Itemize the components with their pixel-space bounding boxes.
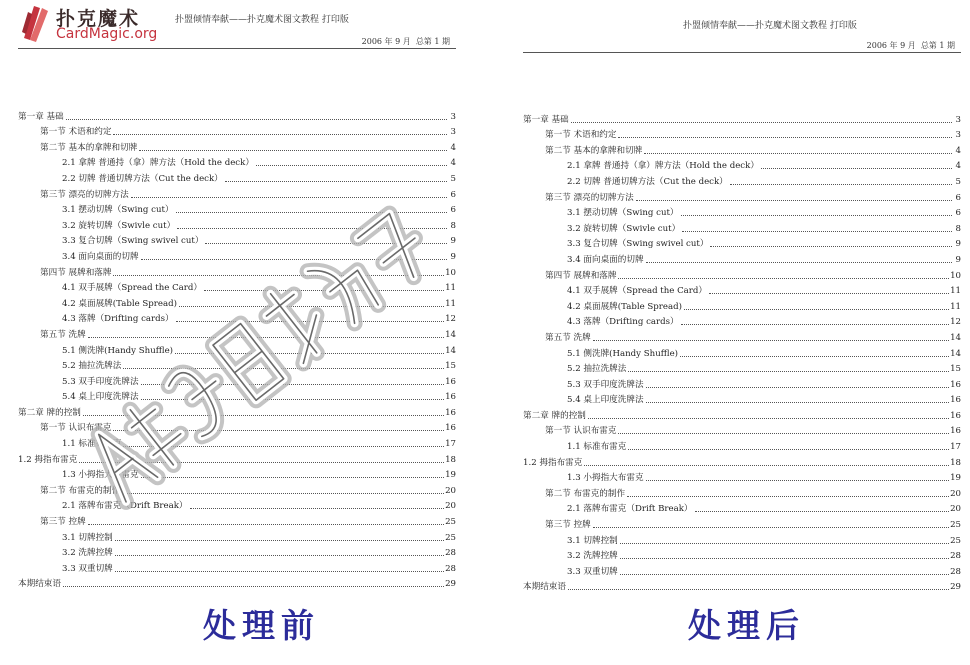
toc-leader-dots — [646, 262, 952, 263]
header-title-prefix: 扑盟倾情奉献—— — [683, 21, 756, 31]
toc-leader-dots — [684, 309, 949, 310]
toc-entry — [523, 561, 961, 577]
toc-entry-title: 5.4 桌上印度洗牌法 — [567, 395, 644, 406]
toc-entry-page: 9 — [450, 236, 456, 247]
toc-entry-page: 8 — [955, 223, 961, 234]
toc-leader-dots — [63, 586, 444, 587]
toc-leader-dots — [681, 215, 952, 216]
header-date — [867, 40, 955, 51]
toc-entry — [523, 249, 961, 265]
toc-leader-dots — [141, 259, 447, 260]
toc-entry — [523, 218, 961, 234]
toc-leader-dots — [646, 387, 950, 388]
toc-leader-dots — [190, 508, 445, 509]
header-title-prefix: 扑盟倾情奉献—— — [175, 15, 248, 25]
toc-entry — [18, 324, 456, 340]
toc-entry — [523, 436, 961, 452]
toc-entry-title: 第二章 牌的控制 — [523, 410, 586, 421]
toc-entry — [523, 296, 961, 312]
toc-leader-dots — [88, 524, 444, 525]
toc-leader-dots — [628, 371, 949, 372]
toc-entry-title: 1.2 拇指布雷克 — [18, 454, 78, 465]
toc-entry-page: 20 — [950, 488, 961, 499]
toc-entry-page: 28 — [445, 563, 456, 574]
toc-leader-dots — [79, 462, 444, 463]
toc-entry-title: 3.2 洗牌控牌 — [567, 551, 618, 562]
header-issue: 总第 1 期 — [920, 41, 955, 50]
toc-entry-title: 2.1 落牌布雷克（Drift Break） — [62, 501, 188, 512]
toc-entry — [18, 278, 456, 294]
toc-entry — [18, 262, 456, 278]
toc-entry-title: 1.2 拇指布雷克 — [523, 457, 583, 468]
toc-leader-dots — [141, 384, 445, 385]
toc-entry-page: 16 — [950, 410, 961, 421]
toc-entry-title: 4.2 桌面展牌(Table Spread) — [567, 301, 682, 312]
toc-entry-page: 19 — [445, 470, 456, 481]
toc-leader-dots — [761, 168, 952, 169]
toc-leader-dots — [66, 119, 447, 120]
toc-entry — [18, 200, 456, 216]
toc-entry-title: 3.3 复合切牌（Swing swivel cut） — [567, 239, 709, 250]
toc-entry — [18, 371, 456, 387]
toc-entry — [18, 153, 456, 169]
toc-leader-dots — [115, 540, 444, 541]
toc-leader-dots — [225, 181, 447, 182]
header-date-text: 2006 年 9 月 — [866, 41, 916, 50]
toc-entry — [18, 527, 456, 543]
toc-entry-title: 3.3 双重切牌 — [62, 563, 113, 574]
toc-leader-dots — [123, 446, 444, 447]
toc-entry — [523, 514, 961, 530]
toc-leader-dots — [730, 184, 952, 185]
toc-entry — [523, 125, 961, 141]
toc-entry-page: 14 — [445, 329, 456, 340]
toc-leader-dots — [568, 589, 949, 590]
toc-entry-page: 11 — [950, 301, 961, 312]
toc-entry-title: 3.1 切牌控制 — [567, 535, 618, 546]
toc-leader-dots — [627, 496, 949, 497]
page-before — [18, 0, 456, 595]
toc-entry — [18, 168, 456, 184]
toc-leader-dots — [618, 137, 952, 138]
toc-entry-page: 15 — [950, 364, 961, 375]
toc-leader-dots — [115, 571, 444, 572]
header-rule — [18, 48, 456, 49]
toc-leader-dots — [256, 165, 447, 166]
toc-entry-title: 第一节 认识布雷克 — [545, 426, 617, 437]
toc-entry-title: 第一节 认识布雷克 — [40, 423, 112, 434]
card-fan-icon — [20, 2, 54, 42]
toc-entry — [18, 340, 456, 356]
toc-entry-page: 8 — [450, 220, 456, 231]
toc-entry-title: 第一章 基础 — [18, 111, 64, 122]
toc-entry-page: 25 — [445, 532, 456, 543]
toc-entry-page: 20 — [950, 504, 961, 515]
toc-entry-page: 6 — [955, 208, 961, 219]
toc-entry-title: 4.2 桌面展牌(Table Spread) — [62, 298, 177, 309]
toc-entry-page: 3 — [450, 111, 456, 122]
toc-entry-page: 16 — [445, 376, 456, 387]
toc-entry-title: 第三节 漂亮的切牌方法 — [545, 192, 634, 203]
toc-entry-title: 2.2 切牌 普通切牌方法（Cut the deck） — [62, 173, 223, 184]
toc-entry — [523, 171, 961, 187]
toc-entry-title: 第一节 术语和约定 — [40, 127, 112, 138]
header-title — [683, 18, 857, 31]
toc-entry-title: 3.1 摆动切牌（Swing cut） — [567, 208, 679, 219]
toc-entry-page: 12 — [950, 317, 961, 328]
toc-entry — [18, 246, 456, 262]
toc-entry — [18, 480, 456, 496]
toc-leader-dots — [83, 415, 444, 416]
table-of-contents — [18, 106, 456, 589]
toc-entry-title: 5.1 侧洗牌(Handy Shuffle) — [62, 345, 174, 356]
toc-leader-dots — [681, 324, 949, 325]
toc-entry-title: 5.1 侧洗牌(Handy Shuffle) — [567, 348, 679, 359]
toc-entry-title: 第一节 术语和约定 — [545, 130, 617, 141]
toc-entry-page: 3 — [450, 127, 456, 138]
toc-entry-title: 第四节 展牌和落牌 — [40, 267, 112, 278]
toc-leader-dots — [644, 153, 952, 154]
toc-entry — [523, 343, 961, 359]
toc-entry-page: 9 — [955, 254, 961, 265]
toc-entry-page: 12 — [445, 314, 456, 325]
toc-entry-title: 5.2 抽拉洗牌法 — [62, 361, 122, 372]
toc-entry-title: 3.3 复合切牌（Swing swivel cut） — [62, 236, 204, 247]
toc-entry — [18, 215, 456, 231]
toc-entry — [523, 359, 961, 375]
toc-leader-dots — [141, 399, 445, 400]
table-of-contents — [523, 109, 961, 592]
header-title-main: 扑克魔术图文教程 打印版 — [247, 15, 349, 25]
toc-entry — [18, 418, 456, 434]
toc-entry-title: 3.2 旋转切牌（Swivle cut） — [567, 223, 681, 234]
toc-entry — [18, 231, 456, 247]
toc-entry-page: 20 — [445, 501, 456, 512]
toc-leader-dots — [682, 231, 952, 232]
toc-leader-dots — [618, 278, 949, 279]
page-header — [18, 0, 456, 60]
toc-leader-dots — [620, 558, 949, 559]
toc-entry-page: 18 — [950, 457, 961, 468]
toc-entry-page: 6 — [450, 189, 456, 200]
toc-entry — [18, 496, 456, 512]
toc-entry-page: 10 — [950, 270, 961, 281]
toc-entry — [523, 109, 961, 125]
toc-entry — [18, 574, 456, 590]
toc-entry — [18, 293, 456, 309]
toc-entry-title: 5.3 双手印度洗牌法 — [567, 379, 644, 390]
toc-entry-title: 4.3 落牌（Drifting cards） — [567, 317, 679, 328]
toc-entry — [523, 203, 961, 219]
toc-entry-page: 14 — [445, 345, 456, 356]
toc-entry-title: 第二节 基本的拿牌和切牌 — [40, 142, 138, 153]
toc-entry-title: 第二章 牌的控制 — [18, 407, 81, 418]
toc-entry-title: 2.1 拿牌 普通持（拿）牌方法（Hold the deck） — [62, 158, 254, 169]
toc-entry — [18, 309, 456, 325]
toc-entry-title: 3.2 洗牌控牌 — [62, 548, 113, 559]
logo-english-text: CardMagic.org — [56, 26, 158, 42]
toc-entry-page: 18 — [445, 454, 456, 465]
toc-leader-dots — [88, 337, 444, 338]
toc-entry — [523, 577, 961, 593]
header-title-main: 扑克魔术图文教程 打印版 — [755, 21, 857, 31]
toc-leader-dots — [618, 433, 949, 434]
toc-entry-page: 28 — [445, 548, 456, 559]
toc-leader-dots — [620, 543, 949, 544]
toc-entry-page: 16 — [950, 395, 961, 406]
toc-leader-dots — [695, 511, 950, 512]
toc-leader-dots — [620, 574, 949, 575]
toc-leader-dots — [584, 465, 949, 466]
header-date-text: 2006 年 9 月 — [361, 37, 411, 46]
toc-entry-page: 29 — [950, 582, 961, 593]
toc-entry — [18, 511, 456, 527]
toc-entry-title: 4.1 双手展牌（Spread the Card） — [62, 283, 203, 294]
toc-entry-page: 28 — [950, 551, 961, 562]
toc-entry-title: 第五节 洗牌 — [40, 329, 86, 340]
toc-entry-title: 第二节 布雷克的制作 — [545, 488, 626, 499]
toc-entry — [523, 546, 961, 562]
toc-entry — [523, 390, 961, 406]
toc-entry-title: 第一章 基础 — [523, 114, 569, 125]
toc-entry-title: 第三节 控牌 — [40, 517, 86, 528]
toc-entry-page: 4 — [450, 142, 456, 153]
toc-entry — [18, 465, 456, 481]
page-after — [523, 0, 961, 595]
toc-entry-title: 第二节 布雷克的制作 — [40, 485, 121, 496]
toc-entry — [523, 327, 961, 343]
toc-entry-page: 4 — [450, 158, 456, 169]
toc-leader-dots — [636, 200, 952, 201]
toc-entry-page: 16 — [445, 392, 456, 403]
toc-entry-page: 6 — [450, 205, 456, 216]
toc-entry — [18, 137, 456, 153]
header-issue: 总第 1 期 — [415, 37, 450, 46]
toc-entry-page: 25 — [445, 517, 456, 528]
toc-entry — [523, 468, 961, 484]
toc-entry — [18, 543, 456, 559]
toc-leader-dots — [139, 150, 447, 151]
toc-entry-page: 16 — [445, 407, 456, 418]
toc-entry-page: 3 — [955, 114, 961, 125]
toc-leader-dots — [176, 212, 447, 213]
toc-entry-title: 1.1 标准布雷克 — [567, 442, 627, 453]
toc-entry-page: 3 — [955, 130, 961, 141]
toc-leader-dots — [588, 418, 949, 419]
toc-entry-page: 5 — [955, 176, 961, 187]
toc-leader-dots — [709, 293, 949, 294]
toc-entry-title: 4.1 双手展牌（Spread the Card） — [567, 286, 708, 297]
toc-entry-title: 本期结束语 — [18, 579, 61, 590]
caption-before: 处理前 — [203, 606, 320, 645]
toc-leader-dots — [113, 134, 447, 135]
toc-entry-page: 28 — [950, 566, 961, 577]
toc-entry-page: 9 — [450, 251, 456, 262]
toc-entry-page: 9 — [955, 239, 961, 250]
toc-leader-dots — [122, 493, 444, 494]
toc-leader-dots — [115, 555, 444, 556]
toc-entry-page: 14 — [950, 332, 961, 343]
toc-entry — [18, 387, 456, 403]
toc-entry — [523, 156, 961, 172]
toc-entry-page: 11 — [445, 298, 456, 309]
toc-leader-dots — [710, 246, 952, 247]
toc-entry-page: 11 — [445, 283, 456, 294]
toc-entry-page: 17 — [445, 439, 456, 450]
toc-entry-title: 第二节 基本的拿牌和切牌 — [545, 145, 643, 156]
toc-entry-page: 25 — [950, 520, 961, 531]
toc-entry-title: 3.3 双重切牌 — [567, 566, 618, 577]
toc-entry-page: 15 — [445, 361, 456, 372]
toc-entry — [523, 374, 961, 390]
toc-entry-page: 10 — [445, 267, 456, 278]
toc-entry-page: 17 — [950, 442, 961, 453]
toc-leader-dots — [646, 402, 950, 403]
toc-entry-page: 16 — [950, 426, 961, 437]
toc-entry — [523, 234, 961, 250]
logo-chinese-text: 扑克魔术 — [56, 8, 141, 30]
toc-leader-dots — [141, 477, 445, 478]
toc-entry — [523, 265, 961, 281]
page-header — [523, 0, 961, 60]
toc-leader-dots — [593, 340, 949, 341]
toc-entry-title: 本期结束语 — [523, 582, 566, 593]
toc-entry-title: 3.4 面向桌面的切牌 — [567, 254, 644, 265]
toc-entry-page: 6 — [955, 192, 961, 203]
toc-leader-dots — [123, 368, 444, 369]
header-rule — [523, 52, 961, 53]
toc-leader-dots — [628, 449, 949, 450]
toc-entry — [18, 106, 456, 122]
toc-leader-dots — [593, 527, 949, 528]
toc-entry-page: 25 — [950, 535, 961, 546]
toc-entry-page: 4 — [955, 145, 961, 156]
toc-entry — [523, 483, 961, 499]
toc-leader-dots — [113, 430, 444, 431]
toc-entry-page: 16 — [950, 379, 961, 390]
toc-entry — [18, 356, 456, 372]
toc-entry — [523, 405, 961, 421]
toc-entry — [523, 499, 961, 515]
toc-entry-title: 第五节 洗牌 — [545, 332, 591, 343]
toc-entry-title: 2.1 拿牌 普通持（拿）牌方法（Hold the deck） — [567, 161, 759, 172]
toc-entry — [18, 449, 456, 465]
toc-entry-page: 19 — [950, 473, 961, 484]
toc-entry-page: 29 — [445, 579, 456, 590]
toc-leader-dots — [175, 353, 444, 354]
toc-entry-title: 3.2 旋转切牌（Swivle cut） — [62, 220, 176, 231]
toc-entry-page: 11 — [950, 286, 961, 297]
toc-leader-dots — [131, 197, 447, 198]
toc-entry-title: 5.3 双手印度洗牌法 — [62, 376, 139, 387]
toc-entry-title: 5.2 抽拉洗牌法 — [567, 364, 627, 375]
toc-entry — [18, 433, 456, 449]
toc-entry — [523, 530, 961, 546]
toc-entry-page: 5 — [450, 173, 456, 184]
toc-entry — [18, 558, 456, 574]
toc-entry — [523, 421, 961, 437]
toc-entry — [523, 281, 961, 297]
toc-entry — [523, 452, 961, 468]
header-date — [362, 36, 450, 47]
toc-leader-dots — [205, 243, 447, 244]
toc-entry — [523, 140, 961, 156]
toc-entry — [18, 402, 456, 418]
toc-leader-dots — [646, 480, 950, 481]
toc-entry-title: 第四节 展牌和落牌 — [545, 270, 617, 281]
toc-entry-page: 20 — [445, 485, 456, 496]
toc-entry-title: 第三节 漂亮的切牌方法 — [40, 189, 129, 200]
toc-entry-title: 第三节 控牌 — [545, 520, 591, 531]
toc-leader-dots — [113, 275, 444, 276]
header-title — [175, 12, 349, 25]
toc-leader-dots — [176, 321, 444, 322]
toc-entry-title: 2.2 切牌 普通切牌方法（Cut the deck） — [567, 176, 728, 187]
toc-entry-title: 1.3 小拇指大布雷克 — [62, 470, 139, 481]
toc-leader-dots — [204, 290, 444, 291]
toc-entry — [18, 122, 456, 138]
toc-entry-title: 3.1 切牌控制 — [62, 532, 113, 543]
toc-entry-title: 3.4 面向桌面的切牌 — [62, 251, 139, 262]
toc-entry-title: 5.4 桌上印度洗牌法 — [62, 392, 139, 403]
toc-leader-dots — [179, 306, 444, 307]
toc-entry-page: 14 — [950, 348, 961, 359]
toc-entry-page: 4 — [955, 161, 961, 172]
toc-entry-title: 1.3 小拇指大布雷克 — [567, 473, 644, 484]
toc-leader-dots — [571, 122, 952, 123]
toc-entry — [523, 187, 961, 203]
toc-entry — [523, 312, 961, 328]
toc-leader-dots — [680, 356, 949, 357]
toc-entry — [18, 184, 456, 200]
toc-entry-title: 2.1 落牌布雷克（Drift Break） — [567, 504, 693, 515]
caption-after: 处理后 — [688, 606, 805, 645]
toc-leader-dots — [177, 228, 447, 229]
toc-entry-title: 4.3 落牌（Drifting cards） — [62, 314, 174, 325]
toc-entry-title: 3.1 摆动切牌（Swing cut） — [62, 205, 174, 216]
toc-entry-title: 1.1 标准布雷克 — [62, 439, 122, 450]
toc-entry-page: 16 — [445, 423, 456, 434]
cardmagic-logo — [20, 2, 180, 46]
